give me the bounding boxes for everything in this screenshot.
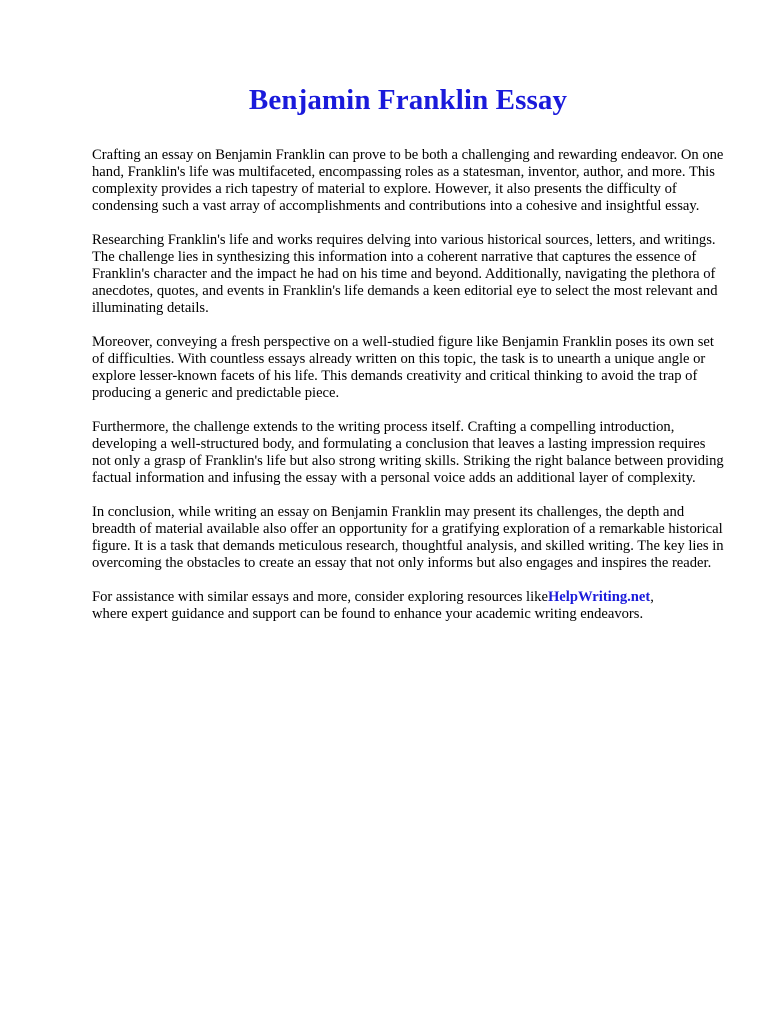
paragraph-1: Crafting an essay on Benjamin Franklin can prove to be both a challenging and rewarding endeavor. On one hand, Franklin's life was multifaceted, encompassing roles as a statesman, inventor, author, and more. This complexity provides a rich tapestry of material to explore. However, it also presents the difficulty of condensing such a vast array of accomplishments and contributions into a cohesive and insightful essay. <box>92 147 724 214</box>
paragraph-2: Researching Franklin's life and works requires delving into various historical sources, letters, and writings. The challenge lies in synthesizing this information into a coherent narrative that captures the essence of Franklin's character and the impact he had on his time and beyond. Additionally, navigating the plethora of anecdotes, quotes, and events in Franklin's life demands a keen editorial eye to select the most relevant and illuminating details. <box>92 232 718 316</box>
document-page <box>92 0 724 623</box>
helpwriting-link[interactable]: HelpWriting.net <box>547 589 651 605</box>
closing-paragraph <box>92 589 724 623</box>
paragraph-3: Moreover, conveying a fresh perspective on a well-studied figure like Benjamin Franklin poses its own set of difficulties. With countless essays already written on this topic, the task is to unearth a unique angle or explore lesser-known facets of his life. This demands creativity and critical thinking to avoid the trap of producing a generic and predictable piece. <box>92 334 714 401</box>
closing-line-2: where expert guidance and support can be found to enhance your academic writing endeavors. <box>92 606 644 622</box>
paragraph-4: Furthermore, the challenge extends to the writing process itself. Crafting a compelling introduction, developing a well-structured body, and formulating a conclusion that leaves a lasting impression requires not only a grasp of Franklin's life but also strong writing skills. Striking the right balance between providing factual information and infusing the essay with a personal voice adds an additional layer of complexity. <box>92 419 724 486</box>
paragraph-5: In conclusion, while writing an essay on Benjamin Franklin may present its challenges, the depth and breadth of material available also offer an opportunity for a gratifying exploration of a remarkable historical figure. It is a task that demands meticulous research, thoughtful analysis, and skilled writing. The key lies in overcoming the obstacles to create an essay that not only informs but also engages and inspires the reader. <box>92 504 724 571</box>
closing-text: For assistance with similar essays and more, consider exploring resources like <box>92 589 548 605</box>
page-title: Benjamin Franklin Essay <box>248 84 568 116</box>
closing-comma: , <box>650 589 654 605</box>
closing-line-1 <box>92 589 724 606</box>
